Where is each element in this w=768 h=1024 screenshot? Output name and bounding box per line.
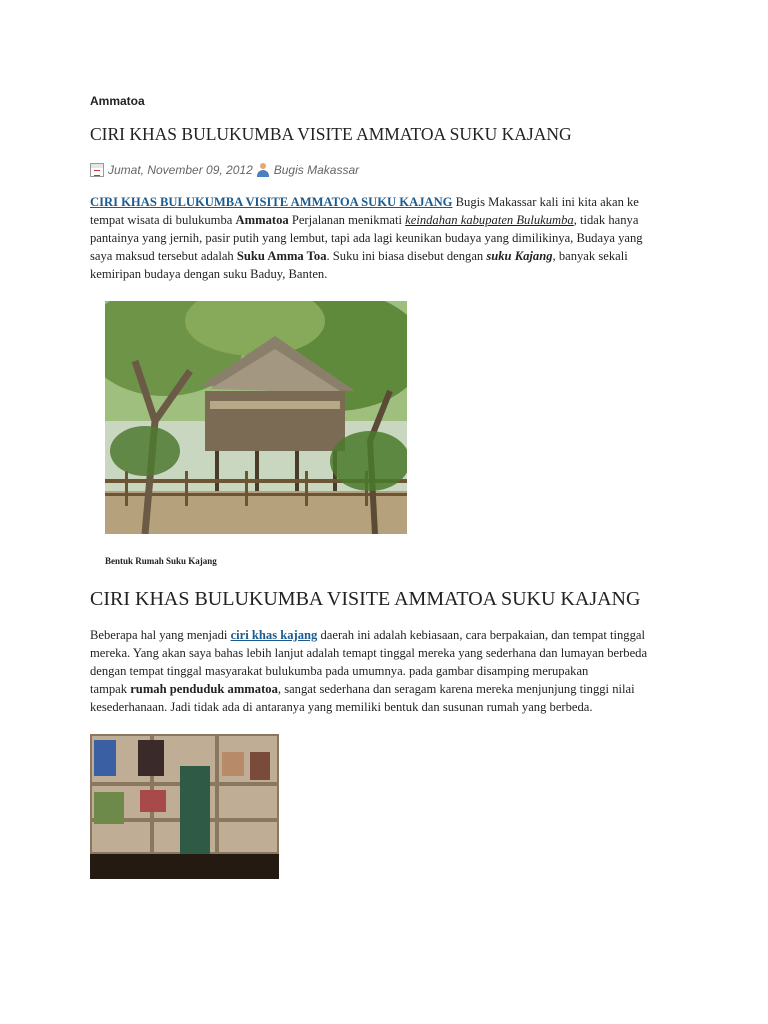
user-icon <box>256 163 270 177</box>
post-author[interactable]: Bugis Makassar <box>273 163 360 177</box>
body-paragraph: Beberapa hal yang menjadi ciri khas kajang daerah ini adalah kebiasaan, cara berpakaian, dan tempat tinggal mereka. Yang akan saya bahas lebih lanjut adalah temapt tinggal mereka yang sederhana dan lumayan berbeda dengan tempat tinggal masyarakat bulukumba pada umumnya. pada gambar disamping merupakan tampak rumah penduduk ammatoa, sangat sederhana dan seragam karena mereka menjunjung tinggi nilai kesederhanaan. Jadi tidak ada di antaranya yang memiliki bentuk dan susunan rumah yang berbeda. <box>90 628 648 714</box>
post-title[interactable]: CIRI KHAS BULUKUMBA VISITE AMMATOA SUKU KAJANG <box>90 124 572 144</box>
ciri-khas-kajang-link[interactable]: ciri khas kajang <box>230 628 318 642</box>
intro-paragraph: CIRI KHAS BULUKUMBA VISITE AMMATOA SUKU KAJANG Bugis Makassar kali ini kita akan ke tempat wisata di bulukumba Ammatoa Perjalanan menikmati keindahan kabupaten Bulukumba, tidak hanya pantainya yang jernih, pasir putih yang lembut, tapi ada lagi keunikan budaya yang dimilikinya, Budaya yang saya maksud tersebut adalah Suku Amma Toa. Suku ini biasa disebut dengan suku Kajang, banyak sekali kemiripan budaya dengan suku Baduy, Banten. <box>90 195 643 281</box>
house-interior-photo <box>90 734 279 879</box>
photo-caption: Bentuk Rumah Suku Kajang <box>105 556 217 566</box>
bold-suku-amma-toa: Suku Amma Toa <box>236 249 327 263</box>
title-link[interactable]: CIRI KHAS BULUKUMBA VISITE AMMATOA SUKU KAJANG <box>90 195 453 209</box>
post-date: Jumat, November 09, 2012 <box>108 163 253 177</box>
bulukumba-link[interactable]: keindahan kabupaten Bulukumba <box>405 213 574 227</box>
calendar-icon <box>90 163 104 177</box>
bold-rumah-penduduk: rumah penduduk ammatoa <box>130 682 278 696</box>
kajang-house-photo <box>105 301 407 534</box>
section-title: CIRI KHAS BULUKUMBA VISITE AMMATOA SUKU KAJANG <box>90 588 641 610</box>
bold-ammatoa: Ammatoa <box>235 213 289 227</box>
post-meta <box>90 163 359 177</box>
suku-kajang-emphasis: suku Kajang <box>486 249 553 263</box>
category-label[interactable]: Ammatoa <box>90 94 145 108</box>
